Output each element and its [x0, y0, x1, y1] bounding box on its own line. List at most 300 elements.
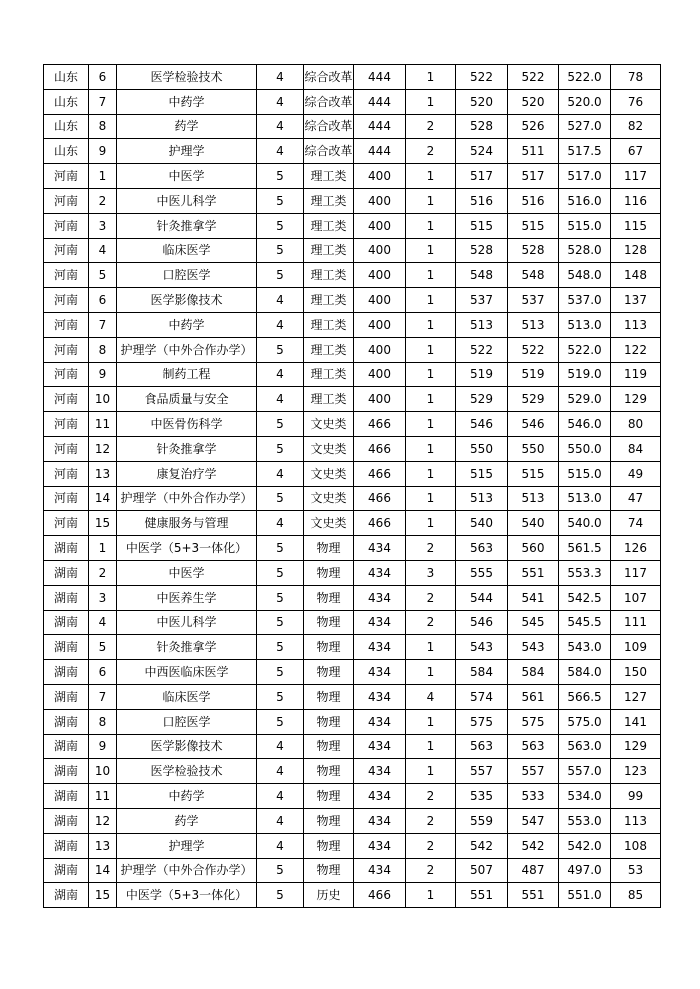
table-row	[44, 139, 661, 164]
min-score-cell: 515	[508, 461, 559, 486]
province-cell: 河南	[44, 164, 89, 189]
major-name-cell: 中医儿科学	[117, 610, 257, 635]
score-diff-cell: 107	[611, 585, 661, 610]
table-row	[44, 660, 661, 685]
province-cell: 湖南	[44, 536, 89, 561]
admitted-count-cell: 1	[406, 734, 456, 759]
major-name-cell: 护理学（中外合作办学）	[117, 486, 257, 511]
row-number-cell: 14	[89, 486, 117, 511]
study-years-cell: 4	[257, 288, 304, 313]
admitted-count-cell: 1	[406, 213, 456, 238]
max-score-cell: 537	[456, 288, 508, 313]
control-line-cell: 466	[354, 883, 406, 908]
avg-score-cell: 566.5	[559, 684, 611, 709]
admitted-count-cell: 1	[406, 188, 456, 213]
max-score-cell: 513	[456, 486, 508, 511]
min-score-cell: 516	[508, 188, 559, 213]
score-diff-cell: 141	[611, 709, 661, 734]
min-score-cell: 551	[508, 883, 559, 908]
avg-score-cell: 543.0	[559, 635, 611, 660]
province-cell: 河南	[44, 387, 89, 412]
avg-score-cell: 515.0	[559, 213, 611, 238]
avg-score-cell: 519.0	[559, 362, 611, 387]
min-score-cell: 575	[508, 709, 559, 734]
admitted-count-cell: 1	[406, 238, 456, 263]
min-score-cell: 563	[508, 734, 559, 759]
study-years-cell: 5	[257, 610, 304, 635]
avg-score-cell: 528.0	[559, 238, 611, 263]
row-number-cell: 8	[89, 337, 117, 362]
min-score-cell: 511	[508, 139, 559, 164]
control-line-cell: 400	[354, 238, 406, 263]
major-name-cell: 针灸推拿学	[117, 436, 257, 461]
control-line-cell: 444	[354, 89, 406, 114]
max-score-cell: 555	[456, 560, 508, 585]
score-diff-cell: 53	[611, 858, 661, 883]
row-number-cell: 10	[89, 759, 117, 784]
row-number-cell: 5	[89, 263, 117, 288]
province-cell: 河南	[44, 461, 89, 486]
avg-score-cell: 522.0	[559, 65, 611, 90]
table-row	[44, 436, 661, 461]
control-line-cell: 434	[354, 784, 406, 809]
score-diff-cell: 115	[611, 213, 661, 238]
score-diff-cell: 117	[611, 560, 661, 585]
study-years-cell: 5	[257, 436, 304, 461]
major-name-cell: 口腔医学	[117, 709, 257, 734]
major-name-cell: 针灸推拿学	[117, 213, 257, 238]
admitted-count-cell: 1	[406, 288, 456, 313]
subject-category-cell: 理工类	[304, 288, 354, 313]
province-cell: 河南	[44, 511, 89, 536]
score-diff-cell: 116	[611, 188, 661, 213]
row-number-cell: 14	[89, 858, 117, 883]
province-cell: 河南	[44, 213, 89, 238]
avg-score-cell: 553.3	[559, 560, 611, 585]
avg-score-cell: 527.0	[559, 114, 611, 139]
control-line-cell: 434	[354, 560, 406, 585]
control-line-cell: 400	[354, 387, 406, 412]
row-number-cell: 9	[89, 362, 117, 387]
province-cell: 山东	[44, 65, 89, 90]
table-row	[44, 312, 661, 337]
admitted-count-cell: 1	[406, 436, 456, 461]
row-number-cell: 3	[89, 213, 117, 238]
subject-category-cell: 理工类	[304, 238, 354, 263]
row-number-cell: 3	[89, 585, 117, 610]
max-score-cell: 551	[456, 883, 508, 908]
subject-category-cell: 综合改革	[304, 65, 354, 90]
score-diff-cell: 129	[611, 387, 661, 412]
subject-category-cell: 文史类	[304, 412, 354, 437]
subject-category-cell: 物理	[304, 808, 354, 833]
table-row	[44, 288, 661, 313]
avg-score-cell: 515.0	[559, 461, 611, 486]
subject-category-cell: 物理	[304, 684, 354, 709]
study-years-cell: 5	[257, 213, 304, 238]
max-score-cell: 540	[456, 511, 508, 536]
row-number-cell: 2	[89, 188, 117, 213]
study-years-cell: 4	[257, 511, 304, 536]
study-years-cell: 5	[257, 238, 304, 263]
score-diff-cell: 128	[611, 238, 661, 263]
table-row	[44, 412, 661, 437]
row-number-cell: 1	[89, 164, 117, 189]
table-row	[44, 784, 661, 809]
major-name-cell: 中药学	[117, 312, 257, 337]
admitted-count-cell: 1	[406, 635, 456, 660]
max-score-cell: 544	[456, 585, 508, 610]
score-diff-cell: 129	[611, 734, 661, 759]
province-cell: 湖南	[44, 784, 89, 809]
subject-category-cell: 物理	[304, 858, 354, 883]
study-years-cell: 5	[257, 883, 304, 908]
avg-score-cell: 542.5	[559, 585, 611, 610]
min-score-cell: 547	[508, 808, 559, 833]
subject-category-cell: 理工类	[304, 213, 354, 238]
province-cell: 山东	[44, 114, 89, 139]
major-name-cell: 护理学	[117, 139, 257, 164]
study-years-cell: 5	[257, 684, 304, 709]
max-score-cell: 524	[456, 139, 508, 164]
major-name-cell: 中医学（5+3一体化）	[117, 883, 257, 908]
subject-category-cell: 文史类	[304, 511, 354, 536]
table-row	[44, 585, 661, 610]
major-name-cell: 中医养生学	[117, 585, 257, 610]
control-line-cell: 400	[354, 213, 406, 238]
max-score-cell: 535	[456, 784, 508, 809]
max-score-cell: 542	[456, 833, 508, 858]
admitted-count-cell: 1	[406, 511, 456, 536]
major-name-cell: 临床医学	[117, 684, 257, 709]
min-score-cell: 557	[508, 759, 559, 784]
table-row	[44, 164, 661, 189]
major-name-cell: 医学影像技术	[117, 734, 257, 759]
score-diff-cell: 127	[611, 684, 661, 709]
subject-category-cell: 理工类	[304, 312, 354, 337]
score-diff-cell: 111	[611, 610, 661, 635]
major-name-cell: 中医学	[117, 560, 257, 585]
table-row	[44, 883, 661, 908]
row-number-cell: 4	[89, 238, 117, 263]
study-years-cell: 5	[257, 412, 304, 437]
table-row	[44, 610, 661, 635]
row-number-cell: 12	[89, 436, 117, 461]
study-years-cell: 5	[257, 660, 304, 685]
study-years-cell: 4	[257, 833, 304, 858]
max-score-cell: 528	[456, 238, 508, 263]
major-name-cell: 食品质量与安全	[117, 387, 257, 412]
avg-score-cell: 546.0	[559, 412, 611, 437]
province-cell: 湖南	[44, 560, 89, 585]
min-score-cell: 533	[508, 784, 559, 809]
row-number-cell: 9	[89, 139, 117, 164]
table-row	[44, 684, 661, 709]
subject-category-cell: 物理	[304, 610, 354, 635]
admitted-count-cell: 2	[406, 858, 456, 883]
control-line-cell: 434	[354, 833, 406, 858]
avg-score-cell: 584.0	[559, 660, 611, 685]
table-row	[44, 263, 661, 288]
major-name-cell: 中医儿科学	[117, 188, 257, 213]
score-diff-cell: 49	[611, 461, 661, 486]
table-row	[44, 461, 661, 486]
study-years-cell: 4	[257, 784, 304, 809]
min-score-cell: 543	[508, 635, 559, 660]
control-line-cell: 444	[354, 65, 406, 90]
table-row	[44, 536, 661, 561]
province-cell: 湖南	[44, 883, 89, 908]
score-diff-cell: 148	[611, 263, 661, 288]
control-line-cell: 434	[354, 610, 406, 635]
table-row	[44, 759, 661, 784]
table-row	[44, 709, 661, 734]
min-score-cell: 561	[508, 684, 559, 709]
subject-category-cell: 历史	[304, 883, 354, 908]
admitted-count-cell: 2	[406, 139, 456, 164]
min-score-cell: 529	[508, 387, 559, 412]
study-years-cell: 4	[257, 362, 304, 387]
min-score-cell: 519	[508, 362, 559, 387]
max-score-cell: 528	[456, 114, 508, 139]
min-score-cell: 550	[508, 436, 559, 461]
province-cell: 湖南	[44, 833, 89, 858]
row-number-cell: 11	[89, 784, 117, 809]
avg-score-cell: 513.0	[559, 312, 611, 337]
admitted-count-cell: 1	[406, 387, 456, 412]
max-score-cell: 557	[456, 759, 508, 784]
min-score-cell: 487	[508, 858, 559, 883]
max-score-cell: 529	[456, 387, 508, 412]
study-years-cell: 5	[257, 263, 304, 288]
row-number-cell: 8	[89, 709, 117, 734]
table-body	[44, 65, 661, 908]
study-years-cell: 4	[257, 808, 304, 833]
row-number-cell: 10	[89, 387, 117, 412]
max-score-cell: 550	[456, 436, 508, 461]
major-name-cell: 中药学	[117, 784, 257, 809]
subject-category-cell: 理工类	[304, 387, 354, 412]
row-number-cell: 2	[89, 560, 117, 585]
row-number-cell: 7	[89, 684, 117, 709]
score-diff-cell: 113	[611, 808, 661, 833]
province-cell: 湖南	[44, 858, 89, 883]
table-row	[44, 511, 661, 536]
subject-category-cell: 理工类	[304, 263, 354, 288]
score-diff-cell: 122	[611, 337, 661, 362]
max-score-cell: 559	[456, 808, 508, 833]
avg-score-cell: 548.0	[559, 263, 611, 288]
major-name-cell: 医学检验技术	[117, 759, 257, 784]
major-name-cell: 中医学	[117, 164, 257, 189]
province-cell: 河南	[44, 436, 89, 461]
admitted-count-cell: 1	[406, 312, 456, 337]
study-years-cell: 5	[257, 585, 304, 610]
major-name-cell: 康复治疗学	[117, 461, 257, 486]
row-number-cell: 4	[89, 610, 117, 635]
score-diff-cell: 117	[611, 164, 661, 189]
max-score-cell: 519	[456, 362, 508, 387]
avg-score-cell: 516.0	[559, 188, 611, 213]
score-diff-cell: 123	[611, 759, 661, 784]
control-line-cell: 400	[354, 362, 406, 387]
subject-category-cell: 文史类	[304, 461, 354, 486]
control-line-cell: 400	[354, 188, 406, 213]
admitted-count-cell: 4	[406, 684, 456, 709]
row-number-cell: 11	[89, 412, 117, 437]
major-name-cell: 护理学	[117, 833, 257, 858]
score-diff-cell: 76	[611, 89, 661, 114]
study-years-cell: 4	[257, 461, 304, 486]
row-number-cell: 13	[89, 461, 117, 486]
row-number-cell: 5	[89, 635, 117, 660]
avg-score-cell: 534.0	[559, 784, 611, 809]
study-years-cell: 4	[257, 65, 304, 90]
max-score-cell: 520	[456, 89, 508, 114]
major-name-cell: 健康服务与管理	[117, 511, 257, 536]
major-name-cell: 临床医学	[117, 238, 257, 263]
study-years-cell: 4	[257, 734, 304, 759]
table-row	[44, 858, 661, 883]
province-cell: 湖南	[44, 660, 89, 685]
row-number-cell: 8	[89, 114, 117, 139]
min-score-cell: 522	[508, 65, 559, 90]
admitted-count-cell: 2	[406, 585, 456, 610]
major-name-cell: 中医骨伤科学	[117, 412, 257, 437]
avg-score-cell: 497.0	[559, 858, 611, 883]
row-number-cell: 6	[89, 288, 117, 313]
control-line-cell: 466	[354, 511, 406, 536]
row-number-cell: 1	[89, 536, 117, 561]
major-name-cell: 中医学（5+3一体化）	[117, 536, 257, 561]
admitted-count-cell: 1	[406, 486, 456, 511]
major-name-cell: 制药工程	[117, 362, 257, 387]
subject-category-cell: 物理	[304, 734, 354, 759]
control-line-cell: 444	[354, 139, 406, 164]
subject-category-cell: 物理	[304, 784, 354, 809]
avg-score-cell: 575.0	[559, 709, 611, 734]
table-row	[44, 833, 661, 858]
min-score-cell: 551	[508, 560, 559, 585]
study-years-cell: 5	[257, 188, 304, 213]
min-score-cell: 520	[508, 89, 559, 114]
row-number-cell: 15	[89, 511, 117, 536]
province-cell: 河南	[44, 288, 89, 313]
min-score-cell: 560	[508, 536, 559, 561]
score-diff-cell: 108	[611, 833, 661, 858]
control-line-cell: 434	[354, 858, 406, 883]
min-score-cell: 546	[508, 412, 559, 437]
control-line-cell: 466	[354, 486, 406, 511]
admitted-count-cell: 2	[406, 833, 456, 858]
min-score-cell: 545	[508, 610, 559, 635]
subject-category-cell: 理工类	[304, 362, 354, 387]
study-years-cell: 5	[257, 536, 304, 561]
major-name-cell: 医学影像技术	[117, 288, 257, 313]
control-line-cell: 434	[354, 585, 406, 610]
max-score-cell: 563	[456, 734, 508, 759]
subject-category-cell: 物理	[304, 660, 354, 685]
table-row	[44, 734, 661, 759]
table-row	[44, 89, 661, 114]
max-score-cell: 574	[456, 684, 508, 709]
province-cell: 湖南	[44, 610, 89, 635]
max-score-cell: 516	[456, 188, 508, 213]
province-cell: 山东	[44, 139, 89, 164]
min-score-cell: 526	[508, 114, 559, 139]
avg-score-cell: 545.5	[559, 610, 611, 635]
province-cell: 湖南	[44, 808, 89, 833]
control-line-cell: 434	[354, 660, 406, 685]
control-line-cell: 434	[354, 684, 406, 709]
score-diff-cell: 119	[611, 362, 661, 387]
table-row	[44, 808, 661, 833]
score-diff-cell: 99	[611, 784, 661, 809]
control-line-cell: 434	[354, 808, 406, 833]
admitted-count-cell: 3	[406, 560, 456, 585]
row-number-cell: 6	[89, 660, 117, 685]
min-score-cell: 528	[508, 238, 559, 263]
control-line-cell: 400	[354, 312, 406, 337]
max-score-cell: 575	[456, 709, 508, 734]
major-name-cell: 口腔医学	[117, 263, 257, 288]
subject-category-cell: 综合改革	[304, 139, 354, 164]
study-years-cell: 4	[257, 387, 304, 412]
control-line-cell: 466	[354, 436, 406, 461]
major-name-cell: 医学检验技术	[117, 65, 257, 90]
study-years-cell: 5	[257, 635, 304, 660]
province-cell: 河南	[44, 312, 89, 337]
score-diff-cell: 80	[611, 412, 661, 437]
province-cell: 湖南	[44, 684, 89, 709]
avg-score-cell: 557.0	[559, 759, 611, 784]
score-diff-cell: 85	[611, 883, 661, 908]
max-score-cell: 515	[456, 461, 508, 486]
study-years-cell: 4	[257, 139, 304, 164]
study-years-cell: 5	[257, 858, 304, 883]
major-name-cell: 中西医临床医学	[117, 660, 257, 685]
admitted-count-cell: 1	[406, 362, 456, 387]
max-score-cell: 517	[456, 164, 508, 189]
row-number-cell: 12	[89, 808, 117, 833]
score-diff-cell: 78	[611, 65, 661, 90]
min-score-cell: 517	[508, 164, 559, 189]
province-cell: 河南	[44, 263, 89, 288]
admitted-count-cell: 1	[406, 65, 456, 90]
province-cell: 湖南	[44, 635, 89, 660]
table-row	[44, 362, 661, 387]
subject-category-cell: 物理	[304, 536, 354, 561]
subject-category-cell: 物理	[304, 709, 354, 734]
admitted-count-cell: 2	[406, 784, 456, 809]
table-row	[44, 635, 661, 660]
subject-category-cell: 物理	[304, 759, 354, 784]
table-row	[44, 387, 661, 412]
avg-score-cell: 517.5	[559, 139, 611, 164]
control-line-cell: 400	[354, 337, 406, 362]
study-years-cell: 5	[257, 486, 304, 511]
max-score-cell: 513	[456, 312, 508, 337]
control-line-cell: 466	[354, 412, 406, 437]
province-cell: 河南	[44, 362, 89, 387]
min-score-cell: 522	[508, 337, 559, 362]
max-score-cell: 543	[456, 635, 508, 660]
admitted-count-cell: 2	[406, 114, 456, 139]
province-cell: 河南	[44, 238, 89, 263]
control-line-cell: 400	[354, 263, 406, 288]
major-name-cell: 针灸推拿学	[117, 635, 257, 660]
row-number-cell: 15	[89, 883, 117, 908]
